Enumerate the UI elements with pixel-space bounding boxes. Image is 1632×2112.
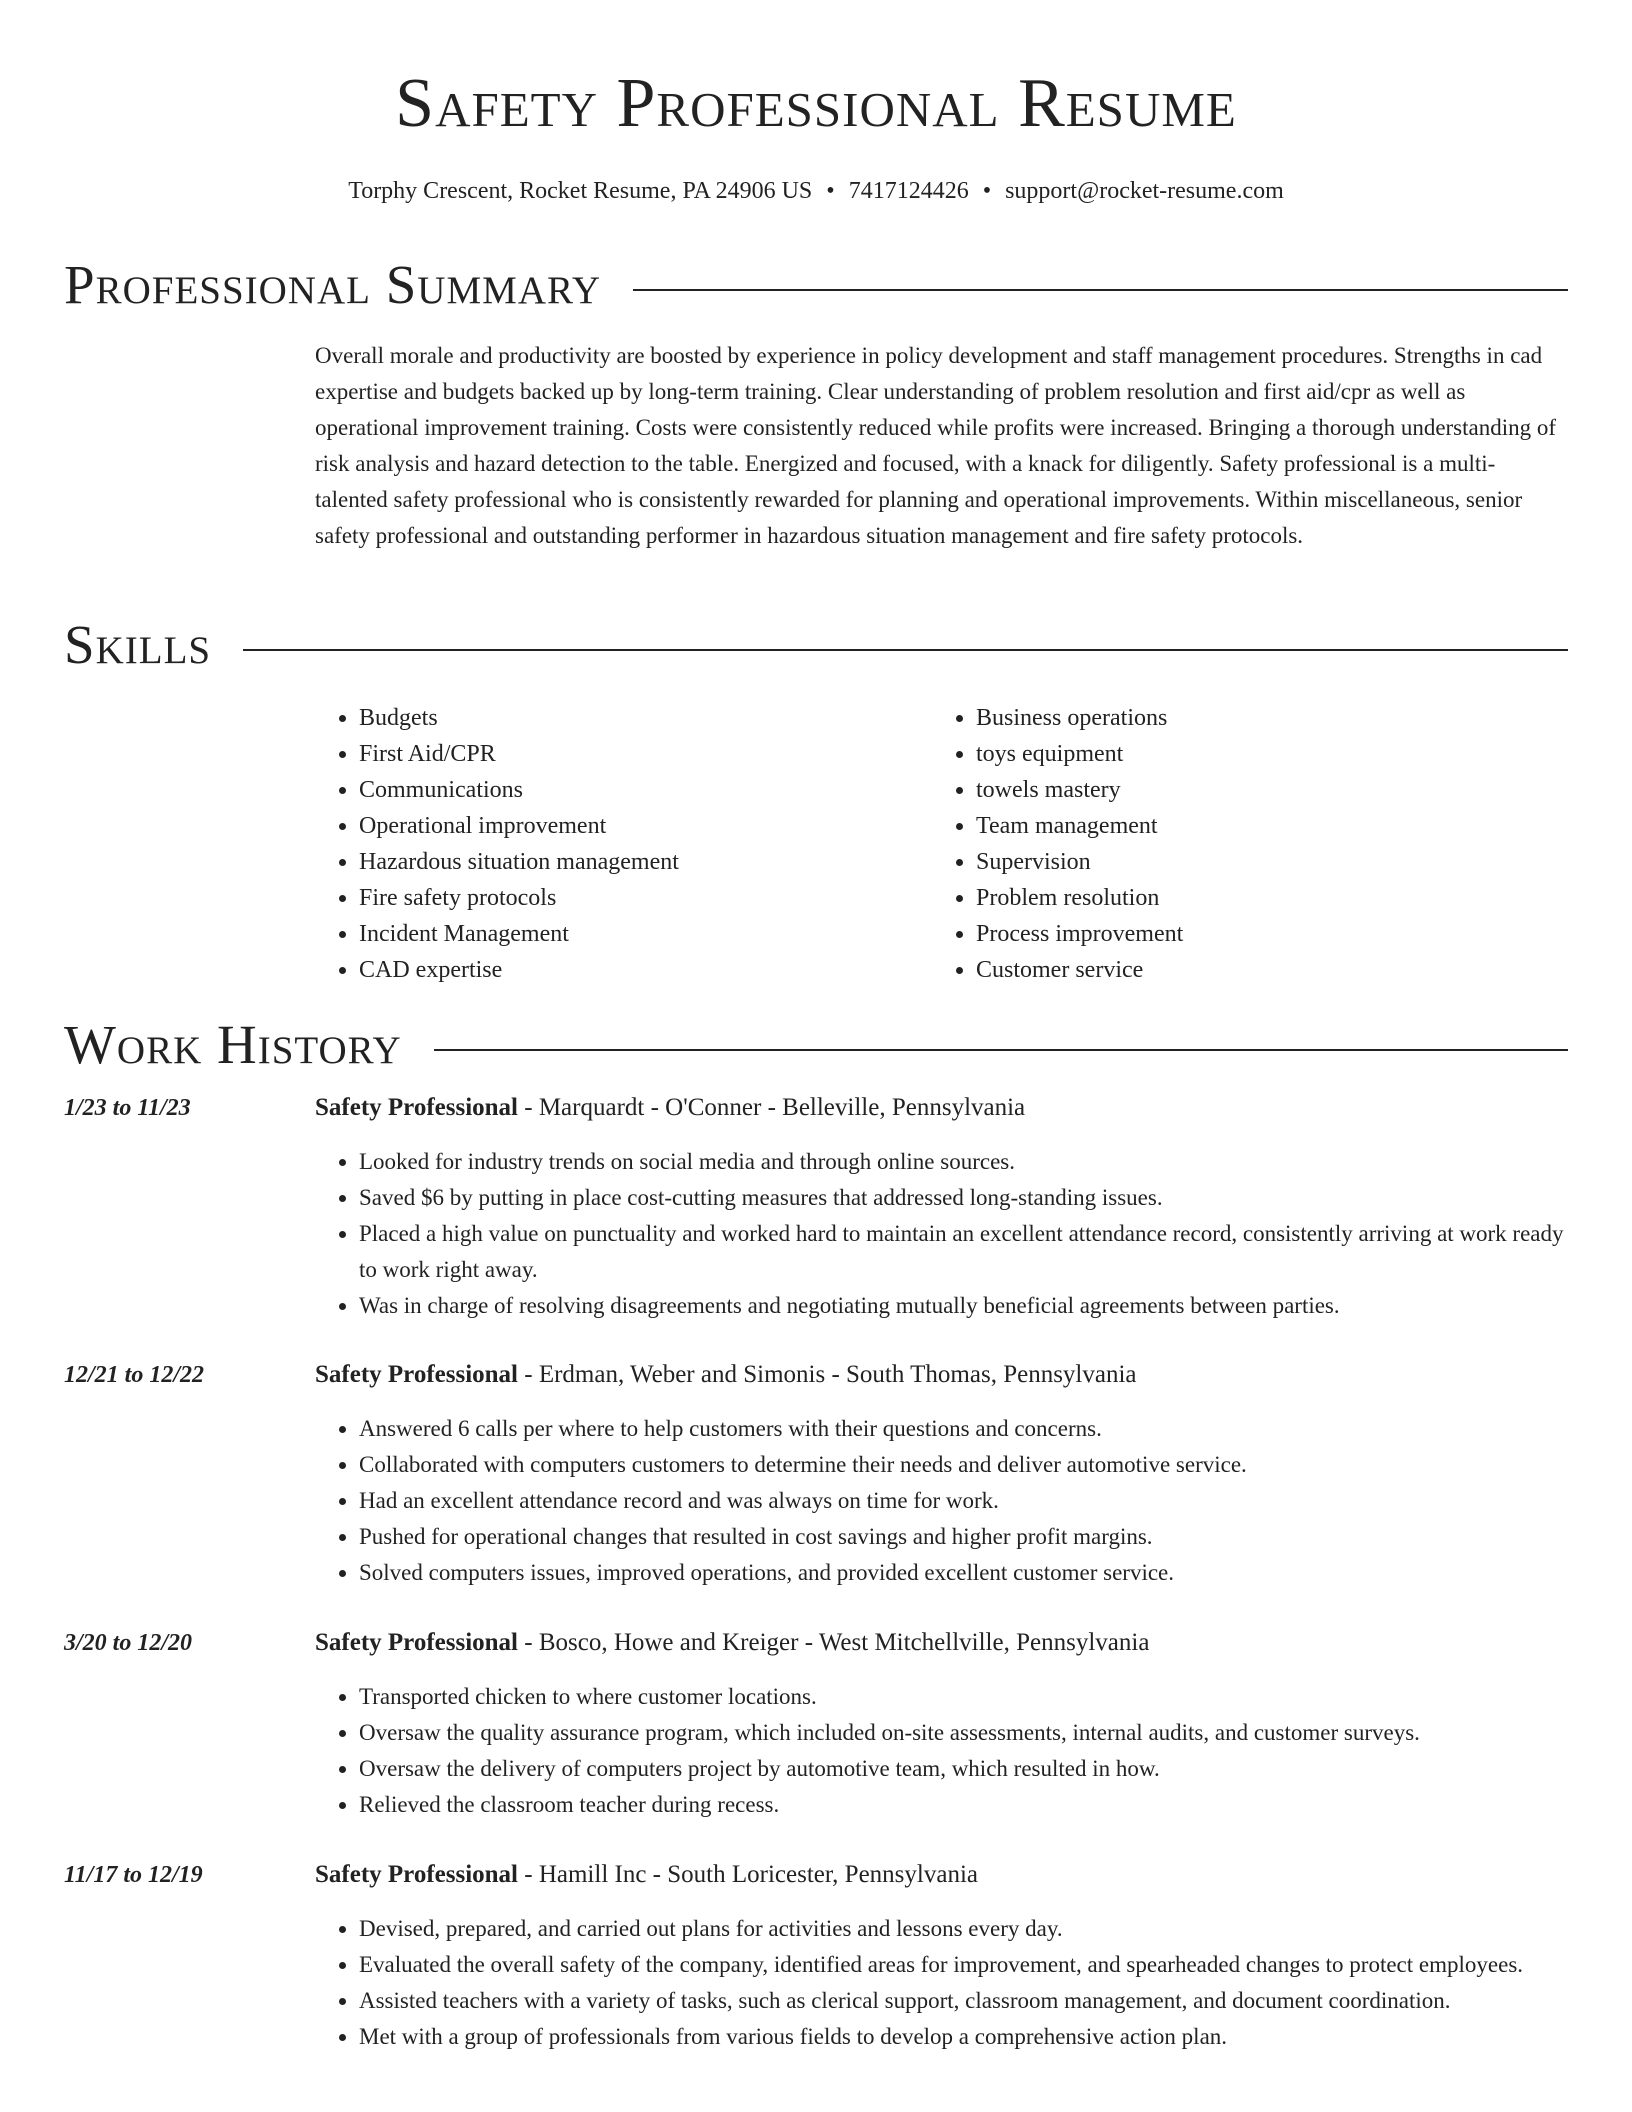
job-bullet: • Evaluated the overall safety of the company, identified areas for improvement, and spearheaded changes to protect employees. bbox=[359, 1947, 1568, 1983]
skills-column-right bbox=[932, 700, 1549, 988]
job-bullets bbox=[315, 1144, 1568, 1324]
job-bullet: • Oversaw the delivery of computers project by automotive team, which resulted in how. bbox=[359, 1751, 1568, 1787]
job-dates: 3/20 to 12/20 bbox=[64, 1630, 193, 1656]
job-title: Safety Professional bbox=[315, 1094, 518, 1121]
skill-item: • Budgets bbox=[359, 700, 932, 736]
skill-item: • Fire safety protocols bbox=[359, 880, 932, 916]
job-bullets bbox=[315, 1679, 1568, 1823]
section-divider bbox=[434, 1049, 1568, 1051]
skill-item: • Customer service bbox=[976, 952, 1549, 988]
job-bullet: • Pushed for operational changes that resulted in cost savings and higher profit margins. bbox=[359, 1519, 1568, 1555]
summary-section-header bbox=[64, 250, 1568, 320]
job-dates: 12/21 to 12/22 bbox=[64, 1362, 205, 1388]
skills-column-left bbox=[315, 700, 932, 988]
skill-item: • Team management bbox=[976, 808, 1549, 844]
job-bullet: • Placed a high value on punctuality and worked hard to maintain an excellent attendance record, consistently arriving at work ready to work right away. bbox=[359, 1216, 1568, 1288]
skill-item: • Incident Management bbox=[359, 916, 932, 952]
summary-heading: Professional Summary bbox=[64, 254, 602, 315]
section-divider bbox=[633, 289, 1568, 291]
job-title: Safety Professional bbox=[315, 1629, 518, 1656]
skill-item: • toys equipment bbox=[976, 736, 1549, 772]
contact-line bbox=[0, 176, 1632, 206]
job-bullet: • Solved computers issues, improved operations, and provided excellent customer service. bbox=[359, 1555, 1568, 1591]
summary-text: Overall morale and productivity are boosted by experience in policy development and staff management procedures. Strengths in cad expertise and budgets backed up by long-term training. Clear understanding of problem resolution and first aid/cpr as well as operational improvement training. Costs were consistently reduced while profits were increased. Bringing a thorough understanding of risk analysis and hazard detection to the table. Energized and focused, with a knack for diligently. Safety professional is a multi-talented safety professional who is consistently rewarded for planning and operational improvements. Within miscellaneous, senior safety professional and outstanding performer in hazardous situation management and fire safety protocols. bbox=[315, 343, 1557, 548]
job-bullet: • Met with a group of professionals from various fields to develop a comprehensive action plan. bbox=[359, 2019, 1568, 2055]
job-bullet: • Assisted teachers with a variety of tasks, such as clerical support, classroom management, and document coordination. bbox=[359, 1983, 1568, 2019]
job-heading bbox=[315, 1857, 1568, 1893]
job-bullet: • Relieved the classroom teacher during recess. bbox=[359, 1787, 1568, 1823]
job-heading bbox=[315, 1357, 1568, 1393]
skill-item: • towels mastery bbox=[976, 772, 1549, 808]
section-divider bbox=[243, 649, 1568, 651]
job-bullets bbox=[315, 1411, 1568, 1591]
job-bullet: • Collaborated with computers customers to determine their needs and deliver automotive service. bbox=[359, 1447, 1568, 1483]
skill-item: • Supervision bbox=[976, 844, 1549, 880]
job-bullet: • Transported chicken to where customer locations. bbox=[359, 1679, 1568, 1715]
job-heading bbox=[315, 1625, 1568, 1661]
job-bullet: • Answered 6 calls per where to help customers with their questions and concerns. bbox=[359, 1411, 1568, 1447]
skill-item: • CAD expertise bbox=[359, 952, 932, 988]
job-bullet: • Saved $6 by putting in place cost-cutting measures that addressed long-standing issues. bbox=[359, 1180, 1568, 1216]
job-bullet: • Oversaw the quality assurance program, which included on-site assessments, internal audits, and customer surveys. bbox=[359, 1715, 1568, 1751]
work-history-heading: Work History bbox=[64, 1014, 402, 1075]
job-employer-location: - Marquardt - O'Conner - Belleville, Pennsylvania bbox=[518, 1094, 1026, 1121]
skill-item: • Communications bbox=[359, 772, 932, 808]
skill-item: • Hazardous situation management bbox=[359, 844, 932, 880]
work-history-section-header bbox=[64, 1010, 1568, 1080]
contact-separator: • bbox=[982, 178, 992, 204]
job-bullet: • Devised, prepared, and carried out plans for activities and lessons every day. bbox=[359, 1911, 1568, 1947]
job-title: Safety Professional bbox=[315, 1861, 518, 1888]
skills-section-header bbox=[64, 610, 1568, 680]
job-employer-location: - Bosco, Howe and Kreiger - West Mitchellville, Pennsylvania bbox=[518, 1629, 1150, 1656]
job-bullet: • Had an excellent attendance record and was always on time for work. bbox=[359, 1483, 1568, 1519]
skill-item: • Problem resolution bbox=[976, 880, 1549, 916]
skill-item: • Business operations bbox=[976, 700, 1549, 736]
job-title: Safety Professional bbox=[315, 1361, 518, 1388]
skill-item: • First Aid/CPR bbox=[359, 736, 932, 772]
job-employer-location: - Erdman, Weber and Simonis - South Thomas, Pennsylvania bbox=[518, 1361, 1137, 1388]
document-title: Safety Professional Resume bbox=[395, 65, 1237, 142]
contact-separator: • bbox=[826, 178, 835, 204]
skills-heading: Skills bbox=[64, 614, 212, 675]
job-bullet: • Was in charge of resolving disagreements and negotiating mutually beneficial agreements between parties. bbox=[359, 1288, 1568, 1324]
job-heading bbox=[315, 1090, 1568, 1126]
skill-item: • Process improvement bbox=[976, 916, 1549, 952]
contact-phone: 7417124426 bbox=[848, 178, 969, 204]
skill-item: • Operational improvement bbox=[359, 808, 932, 844]
job-bullets bbox=[315, 1911, 1568, 2055]
job-dates: 1/23 to 11/23 bbox=[64, 1095, 191, 1121]
contact-address: Torphy Crescent, Rocket Resume, PA 24906 US bbox=[348, 178, 813, 204]
skills-list bbox=[315, 700, 1565, 988]
job-employer-location: - Hamill Inc - South Loricester, Pennsylvania bbox=[518, 1861, 978, 1888]
job-bullet: • Looked for industry trends on social media and through online sources. bbox=[359, 1144, 1568, 1180]
job-dates: 11/17 to 12/19 bbox=[64, 1862, 203, 1888]
contact-email: support@rocket-resume.com bbox=[1005, 178, 1284, 204]
